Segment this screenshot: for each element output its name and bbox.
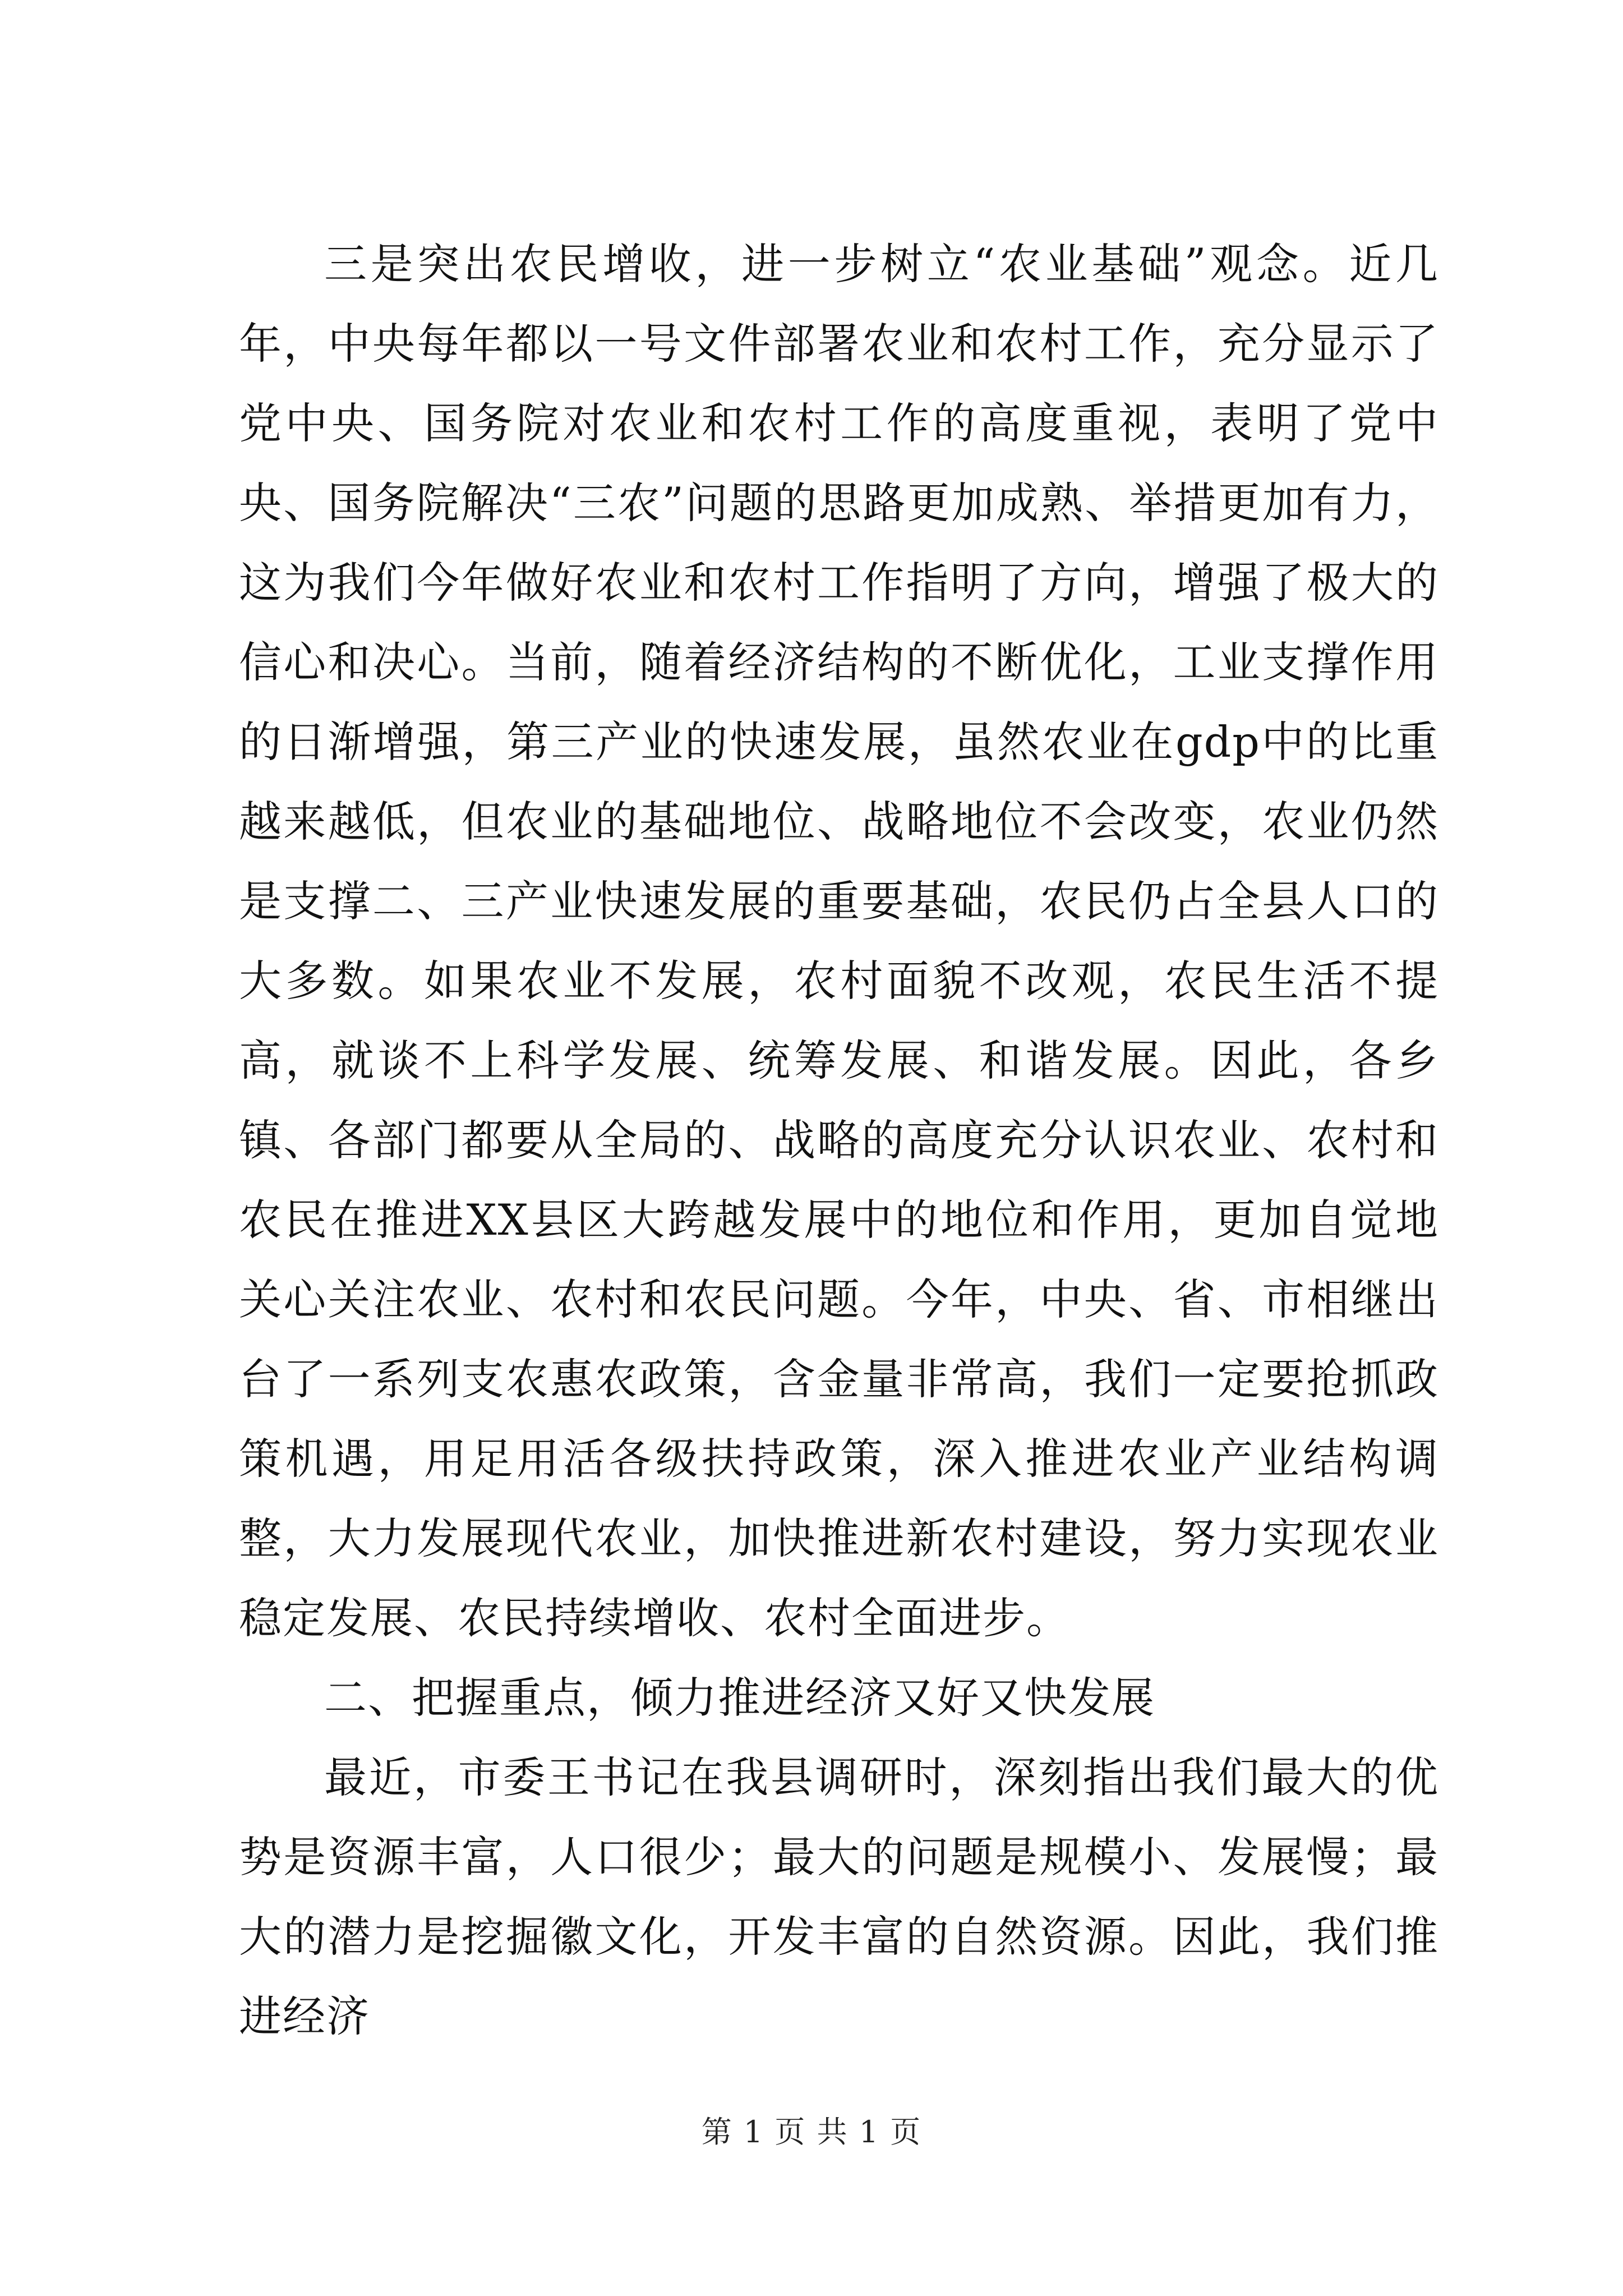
paragraph-farmer-income: 三是突出农民增收，进一步树立“农业基础”观念。近几年，中央每年都以一号文件部署农业和农村工作，充分显示了党中央、国务院对农业和农村工作的高度重视，表明了党中央、国务院解决“三农”问题的思路更加成熟、举措更加有力，这为我们今年做好农业和农村工作指明了方向，增强了极大的信心和决心。当前，随着经济结构的不断优化，工业支撑作用的日渐增强，第三产业的快速发展，虽然农业在gdp中的比重越来越低，但农业的基础地位、战略地位不会改变，农业仍然是支撑二、三产业快速发展的重要基础，农民仍占全县人口的大多数。如果农业不发展，农村面貌不改观，农民生活不提高，就谈不上科学发展、统筹发展、和谐发展。因此，各乡镇、各部门都要从全局的、战略的高度充分认识农业、农村和农民在推进XX县区大跨越发展中的地位和作用，更加自觉地关心关注农业、农村和农民问题。今年，中央、省、市相继出台了一系列支农惠农政策，含金量非常高，我们一定要抢抓政策机遇，用足用活各级扶持政策，深入推进农业产业结构调整，大力发展现代农业，加快推进新农村建设，努力实现农业稳定发展、农民持续增收、农村全面进步。 (239, 239, 1439, 1643)
page-footer: 第 1 页 共 1 页 (701, 2114, 922, 2150)
document-body (239, 224, 1439, 2056)
paragraph-city-secretary-research: 最近，市委王书记在我县调研时，深刻指出我们最大的优势是资源丰富，人口很少；最大的问题是规模小、发展慢；最大的潜力是挖掘徽文化，开发丰富的自然资源。因此，我们推进经济 (239, 1752, 1439, 2041)
section-heading-key-points: 二、把握重点，倾力推进经济又好又快发展 (324, 1673, 1155, 1723)
